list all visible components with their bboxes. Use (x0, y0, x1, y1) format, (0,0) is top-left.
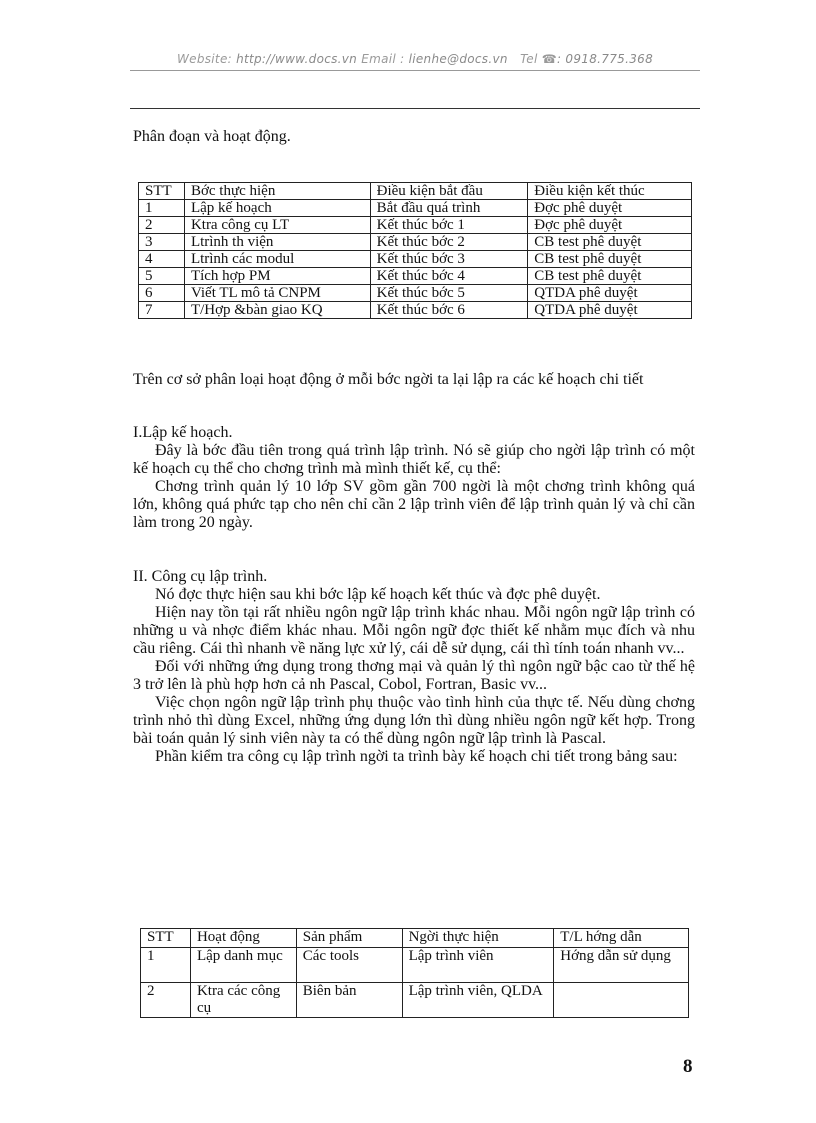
table-cell: Kết thúc bớc 4 (370, 268, 528, 285)
table-cell: Kết thúc bớc 3 (370, 251, 528, 268)
phone-icon: ☎ (541, 52, 557, 66)
table-cell: 5 (139, 268, 185, 285)
table-cell: 7 (139, 302, 185, 319)
section-2-paragraph: Việc chọn ngôn ngữ lập trình phụ thuộc vào tình hình của thực tế. Nếu dùng chơng trình nhỏ thì dùng Excel, những ứng dụng lớn thì dùng nhiều ngôn ngữ kết hợp. Trong bài toán quản lý sinh viên này ta có thể dùng ngôn ngữ lập trình là Pascal. (133, 694, 695, 747)
section-1-paragraph: Đây là bớc đầu tiên trong quá trình lập trình. Nó sẽ giúp cho ngời lập trình có một kế hoạch cụ thể cho chơng trình mà mình thiết kế, cụ thể: (133, 442, 695, 477)
table-cell: Các tools (296, 948, 402, 983)
tool-check-table (140, 928, 689, 1018)
table-cell: Đợc phê duyệt (528, 200, 692, 217)
table-cell: Lập trình viên (402, 948, 554, 983)
table-cell: 4 (139, 251, 185, 268)
table-cell (554, 983, 689, 1018)
email-label: Email : (361, 52, 405, 66)
table-cell: 1 (139, 200, 185, 217)
table-header-cell: Sản phẩm (296, 929, 402, 948)
table-cell: CB test phê duyệt (528, 268, 692, 285)
section-1-title: I.Lập kế hoạch. (133, 424, 233, 441)
table-cell: Ktra công cụ LT (184, 217, 370, 234)
table-row (139, 234, 692, 251)
intro-paragraph (133, 371, 695, 389)
website-url[interactable]: http://www.docs.vn (236, 52, 358, 66)
table-header-cell: Bớc thực hiện (184, 183, 370, 200)
table-cell: 2 (139, 217, 185, 234)
section-2-paragraph: Nó đợc thực hiện sau khi bớc lập kế hoạch kết thúc và đợc phê duyệt. (155, 586, 601, 603)
table-header-cell: Điều kiện kết thúc (528, 183, 692, 200)
table-cell: Viết TL mô tả CNPM (184, 285, 370, 302)
table-cell: QTDA phê duyệt (528, 285, 692, 302)
table-header-cell: T/L hớng dẫn (554, 929, 689, 948)
table-cell: Tích hợp PM (184, 268, 370, 285)
table-header-cell: STT (139, 183, 185, 200)
table-row (139, 268, 692, 285)
divider-rule (130, 108, 700, 109)
table-cell: Lập kế hoạch (184, 200, 370, 217)
table-row (139, 200, 692, 217)
table-cell: 3 (139, 234, 185, 251)
table-cell: 6 (139, 285, 185, 302)
table-cell: Lập danh mục (190, 948, 296, 983)
table-cell: Kết thúc bớc 6 (370, 302, 528, 319)
table-row (139, 285, 692, 302)
email-address[interactable]: lienhe@docs.vn (408, 52, 508, 66)
table-cell: CB test phê duyệt (528, 251, 692, 268)
header-rule (130, 70, 700, 71)
section-2-paragraph: Đối với những ứng dụng trong thơng mại và quản lý thì ngôn ngữ bậc cao từ thế hệ 3 trở lên là phù hợp hơn cả nh Pascal, Cobol, Fortran, Basic vv... (133, 658, 695, 693)
tel-label: Tel (520, 52, 538, 66)
table-row (141, 948, 689, 983)
table-cell: Lập trình viên, QLDA (402, 983, 554, 1018)
table-row (139, 217, 692, 234)
website-label: Website: (176, 52, 232, 66)
section-2-title: II. Công cụ lập trình. (133, 568, 268, 585)
page-number: 8 (683, 1056, 693, 1077)
section-2-paragraph: Hiện nay tồn tại rất nhiều ngôn ngữ lập trình khác nhau. Mỗi ngôn ngữ lập trình có những u và nhợc điểm khác nhau. Mỗi ngôn ngữ đợc thiết kế nhằm mục đích và nhu cầu riêng. Cái thì nhanh về năng lực xử lý, cái dễ sử dụng, cái thì tính toán nhanh vv... (133, 604, 695, 657)
table-cell: 2 (141, 983, 191, 1018)
table-cell: Đợc phê duyệt (528, 217, 692, 234)
table-cell: Hớng dẫn sử dụng (554, 948, 689, 983)
intro-text: Trên cơ sở phân loại hoạt động ở mỗi bớc ngời ta lại lập ra các kế hoạch chi tiết (133, 371, 644, 388)
table-cell: Ktra các công cụ (190, 983, 296, 1018)
section-1-paragraph: Chơng trình quản lý 10 lớp SV gồm gần 700 ngời là một chơng trình không quá lớn, không quá phức tạp cho nên chỉ cần 2 lập trình viên để lập trình quản lý và chỉ cần làm trong 20 ngày. (133, 478, 695, 531)
table-header-cell: Điều kiện bắt đầu (370, 183, 528, 200)
table-header-cell: Ngời thực hiện (402, 929, 554, 948)
section-1 (133, 424, 695, 532)
table-cell: Biên bản (296, 983, 402, 1018)
section-title: Phân đoạn và hoạt động. (133, 128, 291, 145)
table-cell: 1 (141, 948, 191, 983)
table-header-row (139, 183, 692, 200)
table-row (139, 302, 692, 319)
table-cell: Bắt đầu quá trình (370, 200, 528, 217)
table-row (141, 983, 689, 1018)
phase-table (138, 182, 692, 319)
table-header-cell: STT (141, 929, 191, 948)
table-cell: T/Hợp &bàn giao KQ (184, 302, 370, 319)
table-cell: Ltrình th viện (184, 234, 370, 251)
section-2 (133, 568, 695, 766)
table-row (139, 251, 692, 268)
table-cell: Kết thúc bớc 1 (370, 217, 528, 234)
table-header-cell: Hoạt động (190, 929, 296, 948)
page-header (130, 52, 700, 66)
table-cell: Ltrình các modul (184, 251, 370, 268)
table-cell: Kết thúc bớc 5 (370, 285, 528, 302)
tel-number: : 0918.775.368 (556, 52, 654, 66)
table-cell: QTDA phê duyệt (528, 302, 692, 319)
table-cell: Kết thúc bớc 2 (370, 234, 528, 251)
section-2-paragraph: Phần kiểm tra công cụ lập trình ngời ta trình bày kế hoạch chi tiết trong bảng sau: (155, 748, 678, 765)
table-cell: CB test phê duyệt (528, 234, 692, 251)
table-header-row (141, 929, 689, 948)
